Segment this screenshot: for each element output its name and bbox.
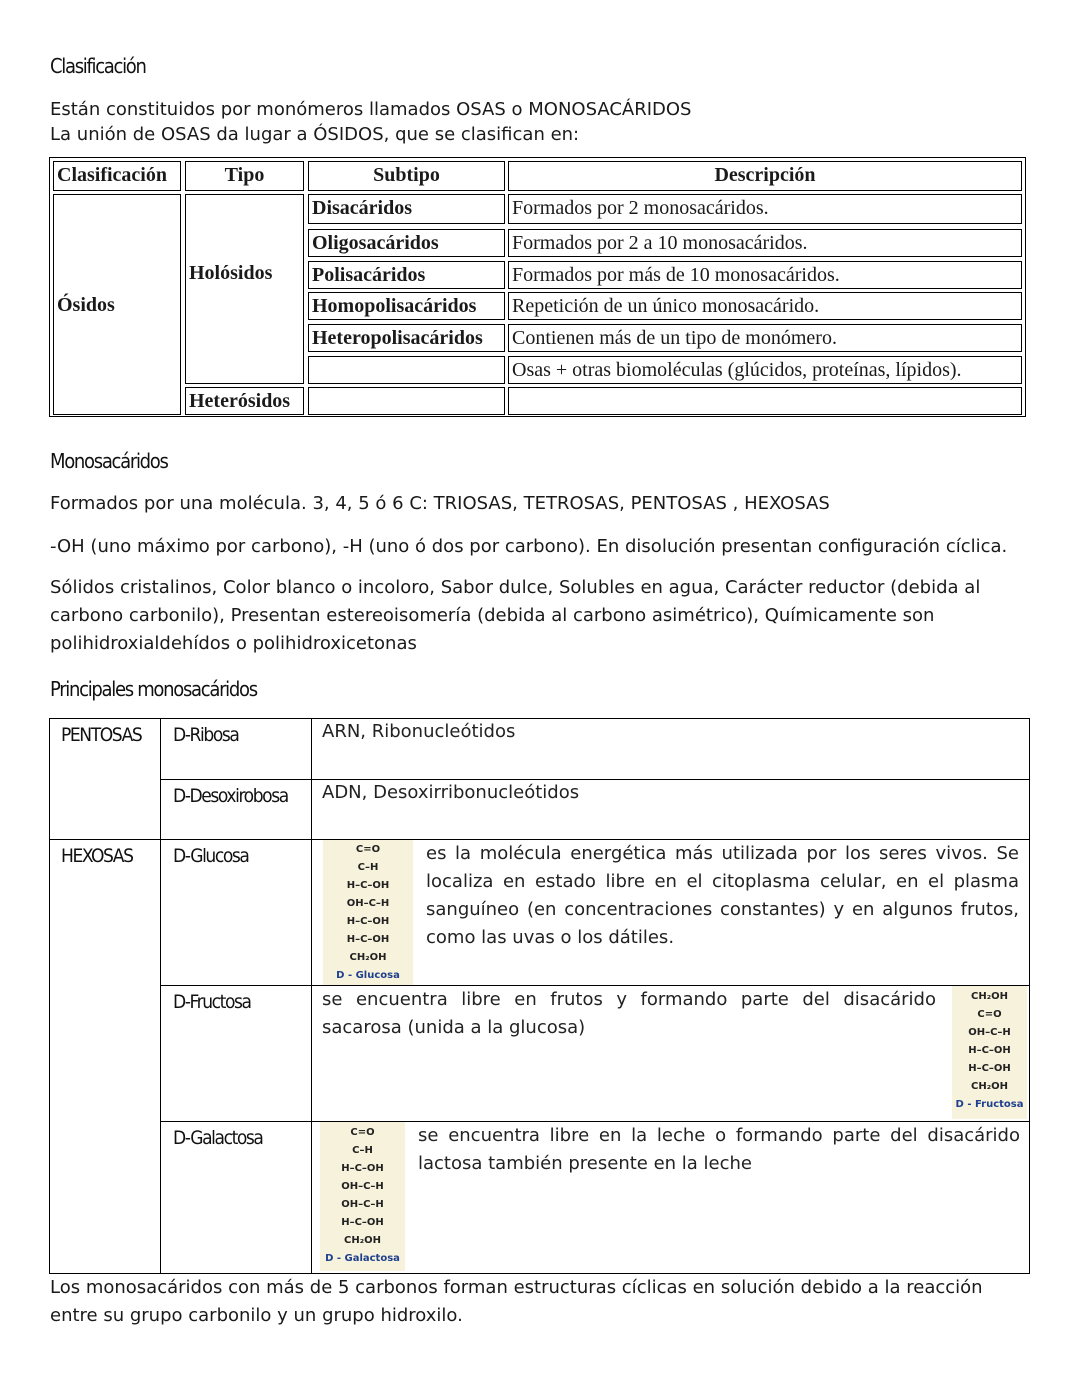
formula-line: H–C–OH [346,916,390,927]
header-descripcion: Descripción [508,161,1022,191]
mono-paragraph-1: Formados por una molécula. 3, 4, 5 ó 6 C: TRIOSAS, TETROSAS, PENTOSAS , HEXOSAS [50,493,830,514]
glucosa-name: D-Glucosa [173,845,249,867]
formula-line: H–C–OH [341,1217,384,1228]
group-pentosas: PENTOSAS [61,724,142,746]
formula-line: OH–C–H [341,1199,384,1210]
subtipo-cell: Polisacáridos [308,261,505,289]
table-border [49,718,1030,719]
desoxirribosa-name: D-Desoxirobosa [173,785,288,807]
heterosidos-cell: Heterósidos [185,387,304,415]
table-column-line [160,718,161,1274]
descripcion-cell: Formados por 2 monosacáridos. [508,194,1022,224]
descripcion-cell: Contienen más de un tipo de monómero. [508,324,1022,352]
formula-line: C=O [350,1127,375,1138]
table-border [1029,718,1030,1274]
formula-line: H–C–OH [341,1163,384,1174]
empty-cell [308,387,505,415]
formula-line: CH₂OH [971,1081,1008,1092]
formula-line: CH₂OH [349,952,387,963]
fructosa-name: D-Fructosa [173,991,251,1013]
principales-heading: Principales monosacáridos [50,677,257,701]
glucosa-caption: D - Glucosa [336,970,400,981]
glucosa-desc-line: como las uvas o los dátiles. [426,927,675,948]
monosacaridos-heading: Monosacáridos [50,449,168,473]
descripcion-cell: Repetición de un único monosacárido. [508,292,1022,320]
table-border [49,718,50,1274]
fructosa-desc-line: sacarosa (unida a la glucosa) [322,1017,586,1038]
galactosa-structure-image [320,1122,405,1271]
subtipo-cell-empty [308,356,505,384]
glucosa-desc-line: es la molécula energética más utilizada por los seres vivos. Se [426,843,1019,864]
descripcion-cell: Osas + otras biomoléculas (glúcidos, proteínas, lípidos). [508,356,1022,384]
glucosa-desc-line: localiza en estado libre en el citoplasma celular, en el plasma [426,871,1019,892]
desoxirribosa-desc: ADN, Desoxirribonucleótidos [322,782,580,803]
glucosa-structure-image [323,840,413,985]
formula-line: C–H [357,862,379,873]
fructosa-desc-line: se encuentra libre en frutos y formando parte del disacárido [322,989,936,1010]
fructosa-structure-image [952,986,1027,1119]
galactosa-desc-line: lactosa también presente en la leche [418,1153,753,1174]
formula-line: H–C–OH [968,1045,1011,1056]
classification-table [49,157,1026,417]
mono-paragraph-3-line-1: Sólidos cristalinos, Color blanco o incoloro, Sabor dulce, Solubles en agua, Carácter reductor (debida al [50,577,981,598]
formula-line: OH–C–H [341,1181,384,1192]
table-row-line [160,779,1030,780]
header-subtipo: Subtipo [308,161,505,191]
ribosa-name: D-Ribosa [173,724,239,746]
header-clasificacion: Clasificación [53,161,181,191]
descripcion-cell: Formados por 2 a 10 monosacáridos. [508,229,1022,257]
formula-line: C=O [977,1009,1002,1020]
formula-line: H–C–OH [346,880,390,891]
monosaccharides-table [49,718,1030,1274]
formula-line: C–H [352,1145,373,1156]
galactosa-caption: D - Galactosa [325,1253,400,1264]
formula-line: H–C–OH [968,1063,1011,1074]
glucosa-desc [426,840,1019,952]
formula-line: CH₂OH [344,1235,381,1246]
descripcion-cell: Formados por más de 10 monosacáridos. [508,261,1022,289]
subtipo-cell: Oligosacáridos [308,229,505,257]
holosidos-label: Holósidos [189,262,273,284]
group-hexosas: HEXOSAS [61,845,133,867]
footer-line-2: entre su grupo carbonilo y un grupo hidroxilo. [50,1305,463,1326]
footer-line-1: Los monosacáridos con más de 5 carbonos forman estructuras cíclicas en solución debido a la reacción [50,1277,983,1298]
mono-paragraph-2: -OH (uno máximo por carbono), -H (uno ó dos por carbono). En disolución presentan configuración cíclica. [50,536,1008,557]
formula-line: OH–C–H [968,1027,1011,1038]
fructosa-caption: D - Fructosa [955,1099,1024,1110]
intro-line-1: Están constituidos por monómeros llamados OSAS o MONOSACÁRIDOS [50,99,692,120]
formula-line: H–C–OH [346,934,390,945]
galactosa-name: D-Galactosa [173,1127,263,1149]
galactosa-desc [418,1122,1020,1178]
formula-line: C=O [355,844,381,855]
formula-line: OH–C–H [346,898,390,909]
ribosa-desc: ARN, Ribonucleótidos [322,721,516,742]
table-column-line [311,718,312,1274]
fructosa-desc [322,986,936,1042]
holosidos-cell [185,194,304,384]
formula-line: CH₂OH [971,991,1008,1002]
osidos-cell: Ósidos [53,194,181,415]
empty-cell [508,387,1022,415]
galactosa-desc-line: se encuentra libre en la leche o formando parte del disacárido [418,1125,1020,1146]
header-tipo: Tipo [185,161,304,191]
intro-line-2: La unión de OSAS da lugar a ÓSIDOS, que se clasifican en: [50,124,580,145]
mono-paragraph-3-line-2: carbono carbonilo), Presentan estereoisomería (debida al carbono asimétrico), Químicamente son [50,605,935,626]
subtipo-cell: Heteropolisacáridos [308,324,505,352]
subtipo-cell: Disacáridos [308,194,505,224]
mono-paragraph-3-line-3: polihidroxialdehídos o polihidroxicetonas [50,633,417,654]
clasificacion-heading: Clasificación [50,54,146,78]
subtipo-cell: Homopolisacáridos [308,292,505,320]
glucosa-desc-line: sanguíneo (en concentraciones constantes) y en algunos frutos, [426,899,1019,920]
